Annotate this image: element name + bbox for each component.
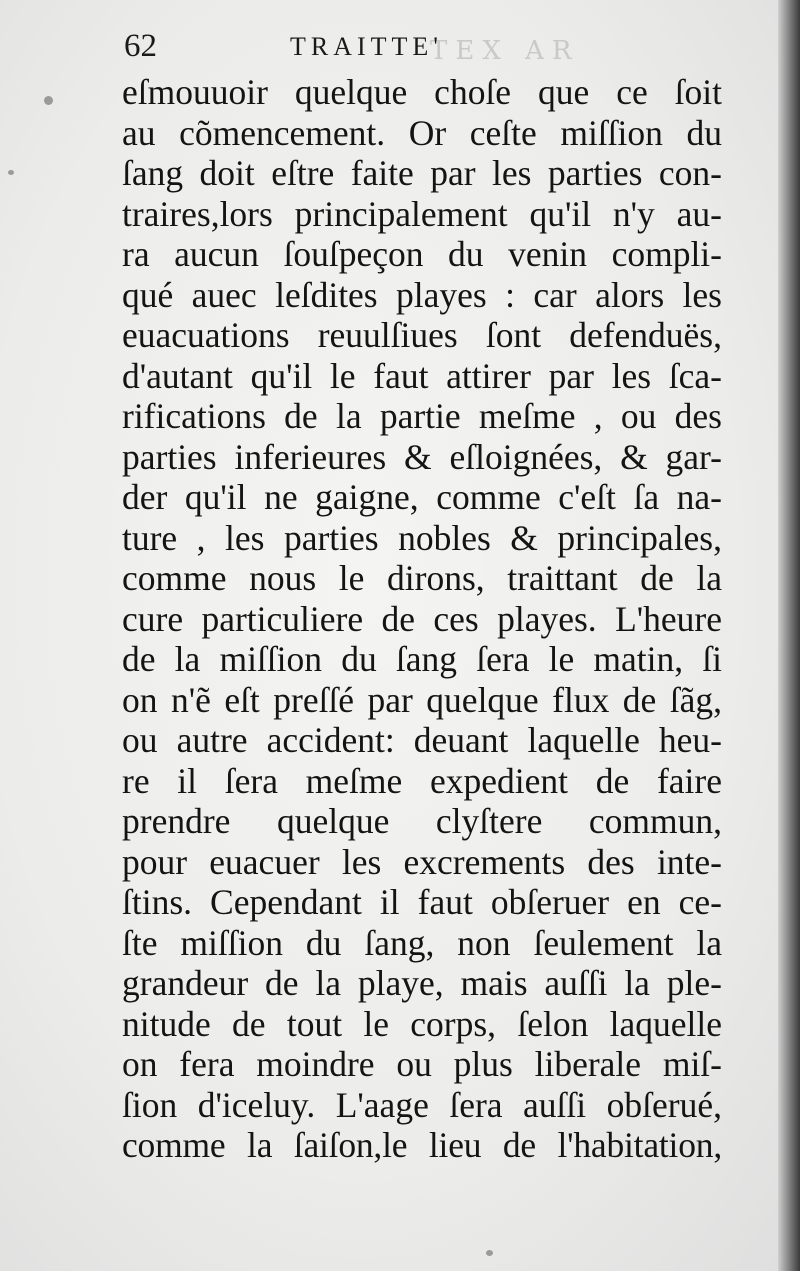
book-gutter-shadow [778, 0, 800, 1271]
text-line: der qu'il ne gaigne, comme c'eſt ſa na- [122, 477, 722, 517]
text-line: ſte miſſion du ſang, non ſeulement la [122, 922, 722, 963]
text-line: eſmouuoir quelque choſe que ce ſoit [122, 72, 722, 112]
ink-speck [8, 170, 14, 175]
text-line: au cõmencement. Or ceſte miſſion du [122, 112, 722, 153]
text-line: qué auec leſdites playes : car alors les [122, 274, 722, 315]
running-title: TRAITTE' [290, 32, 443, 61]
text-line: parties inferieures & eſloignées, & gar- [122, 436, 722, 477]
text-line: rifications de la partie meſme , ou des [122, 396, 722, 436]
text-line: de la miſſion du ſang ſera le matin, ſi [122, 639, 722, 679]
page-number: 62 [124, 28, 157, 64]
text-line: on fera moindre ou plus liberale miſ- [122, 1044, 722, 1084]
text-line: pour euacuer les excrements des inte- [122, 841, 722, 882]
ink-speck [486, 1250, 493, 1256]
text-line: ſion d'iceluy. L'aage ſera auſſi obſerué, [122, 1084, 722, 1125]
running-head [122, 28, 722, 68]
text-line: comme la ſaiſon,le lieu de l'habitation, [122, 1125, 722, 1165]
ink-speck [44, 96, 53, 105]
text-line: euacuations reuulſiues ſont defenduës, [122, 315, 722, 355]
text-line: comme nous le dirons, traittant de la [122, 558, 722, 598]
text-line: ra aucun ſouſpeçon du venin compli- [122, 234, 722, 274]
text-line: ſang doit eſtre faite par les parties con- [122, 153, 722, 193]
text-line: prendre quelque clyſtere commun, [122, 801, 722, 841]
text-line: ture , les parties nobles & principales, [122, 517, 722, 558]
body-text [122, 72, 722, 1166]
text-line: ſtins. Cependant il faut obſeruer en ce- [122, 882, 722, 922]
text-line: cure particuliere de ces playes. L'heure [122, 598, 722, 639]
text-line: re il ſera meſme expedient de faire [122, 760, 722, 801]
bleed-through-text: TEX AR [430, 36, 580, 66]
text-line: grandeur de la playe, mais auſſi la ple- [122, 963, 722, 1003]
text-line: traires,lors principalement qu'il n'y au- [122, 193, 722, 234]
text-line: ou autre accident: deuant laquelle heu- [122, 720, 722, 760]
text-line: d'autant qu'il le faut attirer par les ſca- [122, 355, 722, 396]
text-line: nitude de tout le corps, ſelon laquelle [122, 1003, 722, 1044]
text-line: on n'ẽ eſt preſſé par quelque flux de ſãg, [122, 679, 722, 720]
